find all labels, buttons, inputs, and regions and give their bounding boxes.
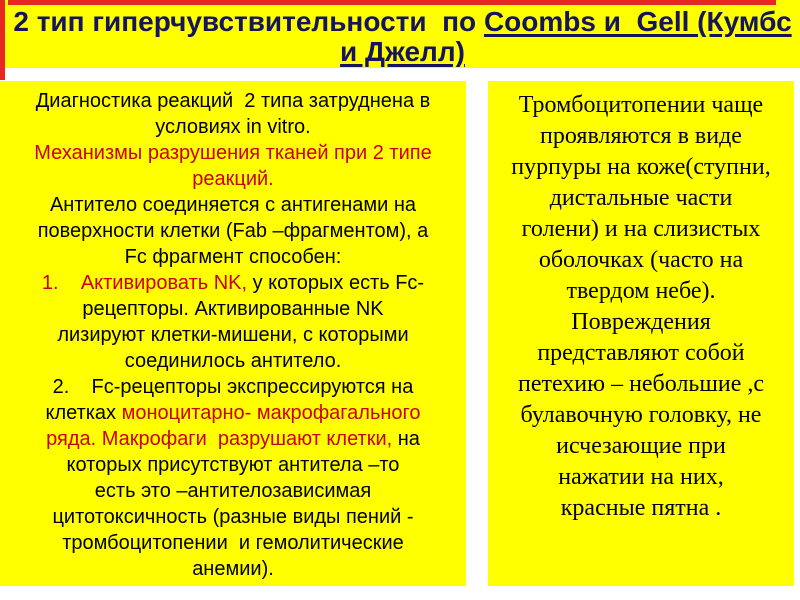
text-run: Повреждения — [571, 309, 711, 335]
text-run: пурпуры на коже(ступни, — [511, 154, 771, 180]
text-line — [492, 431, 790, 462]
text-line — [10, 88, 456, 114]
text-run: Диагностика реакций 2 типа затруднена в — [35, 90, 431, 112]
text-run: красные пятна . — [560, 495, 722, 521]
slide-title — [5, 0, 800, 68]
text-run: твердом небе). — [566, 278, 716, 304]
text-run: ряда. Макрофаги разрушают клетки, — [46, 428, 393, 450]
text-run: Тромбоцитопении чаще — [518, 92, 764, 118]
text-run: условиях in vitro. — [155, 116, 311, 138]
text-line — [10, 504, 456, 530]
text-run: 2. Fc-рецепторы экспрессируются на — [52, 376, 414, 398]
text-line — [492, 369, 790, 400]
text-line — [492, 121, 790, 152]
text-run: и Джелл) — [340, 36, 465, 67]
text-line — [492, 462, 790, 493]
text-line — [5, 37, 800, 67]
text-line — [492, 493, 790, 524]
text-run: 1. Активировать NK, — [41, 272, 248, 294]
text-line — [10, 478, 456, 504]
text-line — [10, 166, 456, 192]
text-line — [492, 307, 790, 338]
text-run: дистальные части — [549, 185, 733, 211]
text-run: реакций. — [192, 168, 274, 190]
text-line — [10, 374, 456, 400]
text-run: у которых есть Fc- — [247, 272, 425, 294]
text-run: исчезающие при — [556, 433, 726, 459]
text-line — [10, 244, 456, 270]
text-run: есть это –антителозависимая — [94, 480, 372, 502]
text-line — [10, 556, 456, 582]
text-run: на — [392, 428, 420, 450]
text-line — [492, 183, 790, 214]
text-line — [5, 7, 800, 37]
text-run: булавочную головку, не — [520, 402, 762, 428]
text-run: проявляются в виде — [540, 123, 742, 149]
text-line — [10, 426, 456, 452]
text-run: которых присутствуют антитела –то — [66, 454, 400, 476]
text-run: 2 тип гиперчувствительности по — [13, 6, 484, 37]
text-line — [492, 338, 790, 369]
left-red-border — [0, 0, 5, 80]
text-run: Механизмы разрушения тканей при 2 типе — [34, 142, 432, 164]
text-line — [10, 296, 456, 322]
text-run: анемии). — [192, 558, 274, 580]
text-run: рецепторы. Активированные NK — [82, 298, 384, 320]
text-line — [492, 245, 790, 276]
text-run: представляют собой — [537, 340, 745, 366]
text-run: нажатии на них, — [558, 464, 724, 490]
text-line — [10, 530, 456, 556]
text-run: оболочках (часто на — [538, 247, 744, 273]
text-line — [10, 348, 456, 374]
text-line — [492, 152, 790, 183]
text-run: петехию – небольшие ,с — [517, 371, 765, 397]
text-run: соединилось антитело. — [124, 350, 342, 372]
text-run: голени) и на слизистых — [521, 216, 761, 242]
text-line — [10, 140, 456, 166]
text-line — [10, 452, 456, 478]
text-run: Coombs и Gell (Кумбс — [483, 6, 792, 37]
text-line — [10, 114, 456, 140]
text-line — [10, 322, 456, 348]
text-line — [10, 400, 456, 426]
text-line — [492, 214, 790, 245]
text-run: тромбоцитопении и гемолитические — [62, 532, 404, 554]
text-run: Fc фрагмент способен: — [124, 246, 342, 268]
text-run: моноцитарно- макрофагального — [121, 402, 421, 424]
text-run: Антитело соединяется с антигенами на — [49, 194, 417, 216]
text-line — [492, 90, 790, 121]
right-text-panel — [488, 81, 794, 586]
left-text-panel — [0, 81, 466, 586]
top-red-border — [8, 0, 776, 5]
text-line — [10, 192, 456, 218]
text-line — [10, 218, 456, 244]
text-line — [10, 270, 456, 296]
text-line — [492, 400, 790, 431]
text-run: лизируют клетки-мишени, с которыми — [57, 324, 409, 346]
text-run: цитотоксичность (разные виды пений - — [52, 506, 414, 528]
text-run: поверхности клетки (Fab –фрагментом), а — [37, 220, 429, 242]
text-line — [492, 276, 790, 307]
text-run: клетках — [45, 402, 122, 424]
